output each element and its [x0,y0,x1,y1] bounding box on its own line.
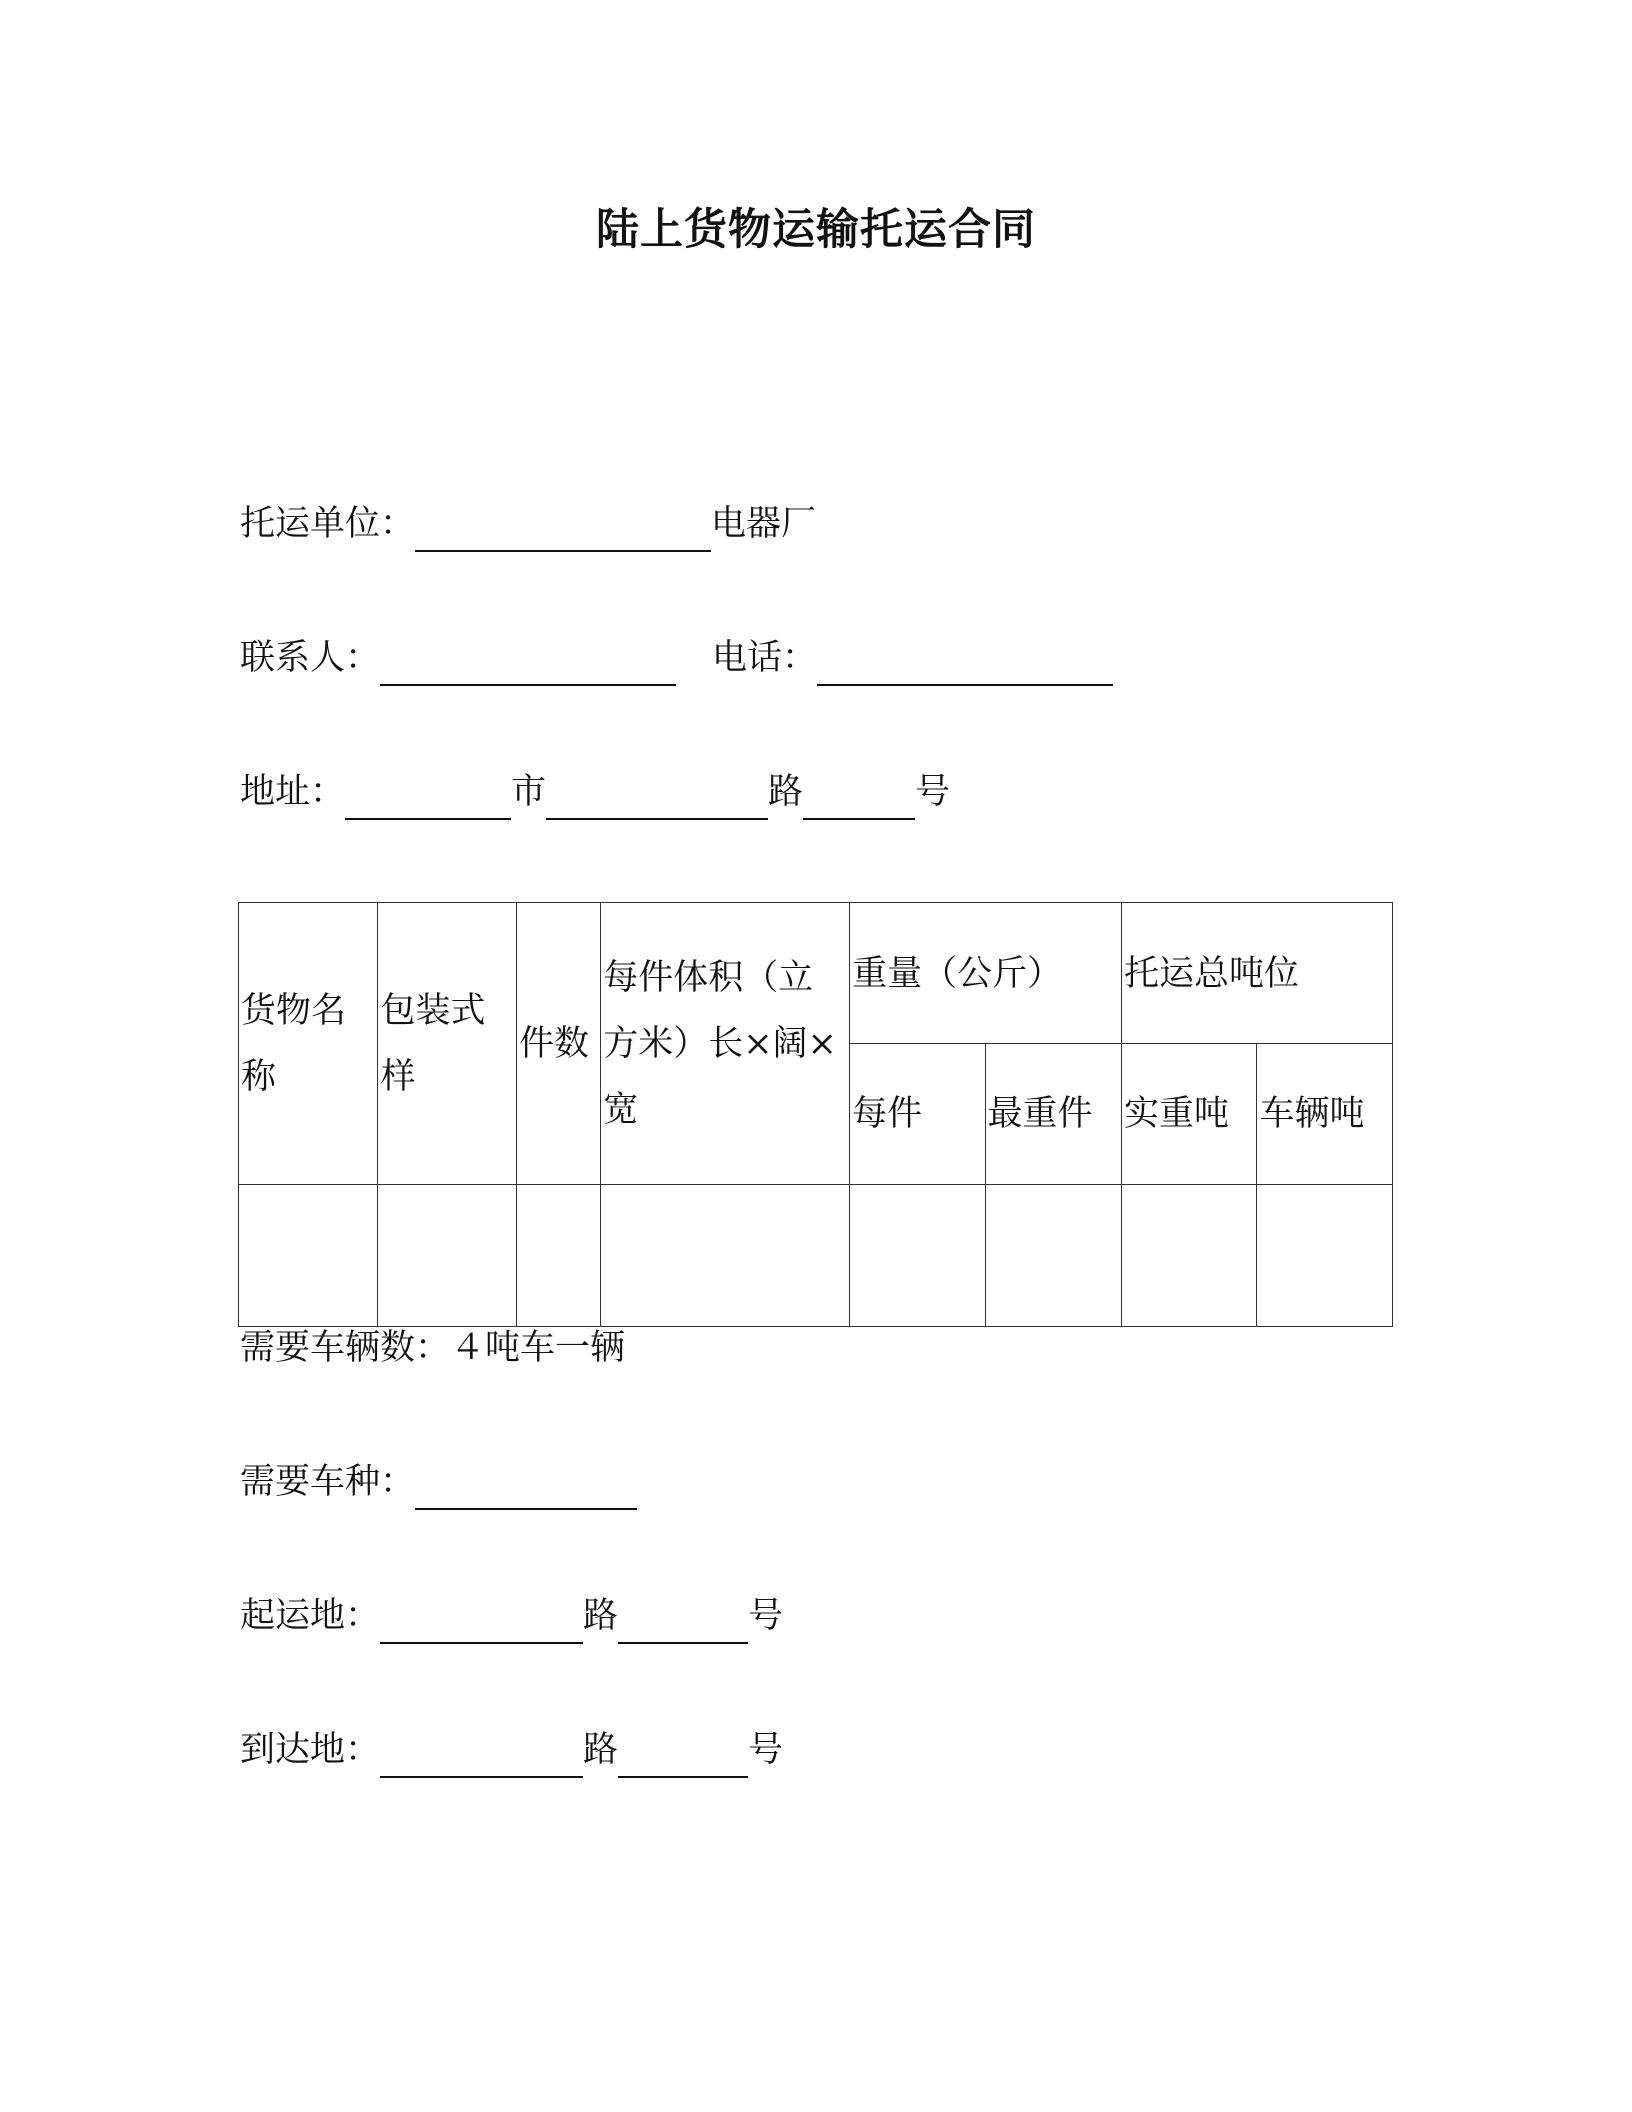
header-volume: 每件体积（立方米）长×阔×宽 [601,903,850,1185]
destination-line [240,1722,783,1778]
cell-packing[interactable] [378,1185,516,1327]
shipper-suffix: 电器厂 [711,504,817,544]
phone-field[interactable] [817,640,1113,686]
cell-volume[interactable] [601,1185,850,1327]
address-number-field[interactable] [803,774,915,820]
shipper-line [240,496,816,552]
cell-pieces[interactable] [516,1185,600,1327]
cell-goods-name[interactable] [239,1185,378,1327]
header-goods-name: 货物名称 [239,903,378,1185]
address-road-label: 路 [768,772,804,812]
header-packing: 包装式样 [378,903,516,1185]
shipper-label: 托运单位： [240,504,416,544]
address-number-label: 号 [915,772,951,812]
cell-per-piece[interactable] [850,1185,985,1327]
destination-number-field[interactable] [618,1732,748,1778]
origin-label: 起运地： [240,1596,381,1636]
destination-road-field[interactable] [380,1732,583,1778]
vehicle-type-label: 需要车种： [240,1462,416,1502]
contact-label: 联系人： [240,638,381,678]
vehicles-label: 需要车辆数： [240,1328,451,1368]
page-title: 陆上货物运输托运合同 [596,205,1036,255]
contact-line [240,630,1113,686]
origin-number-field[interactable] [618,1598,748,1644]
cell-vehicle-ton[interactable] [1257,1185,1393,1327]
vehicle-type-field[interactable] [415,1464,637,1510]
vehicles-value: ４吨车一辆 [450,1328,626,1368]
table-row [239,1185,1393,1327]
destination-number-label: 号 [748,1730,784,1770]
address-label: 地址： [240,772,346,812]
header-weight: 重量（公斤） [850,903,1122,1044]
contact-person-field[interactable] [380,640,676,686]
goods-table [238,902,1393,1327]
origin-number-label: 号 [748,1596,784,1636]
origin-road-field[interactable] [380,1598,583,1644]
address-line [240,764,950,820]
shipper-name-field[interactable] [415,506,711,552]
destination-road-label: 路 [583,1730,619,1770]
header-per-piece: 每件 [850,1044,985,1185]
vehicle-type-line [240,1454,637,1510]
header-actual-ton: 实重吨 [1122,1044,1257,1185]
address-city-field[interactable] [345,774,511,820]
origin-line [240,1588,783,1644]
origin-road-label: 路 [583,1596,619,1636]
cell-heaviest[interactable] [985,1185,1121,1327]
destination-label: 到达地： [240,1730,381,1770]
phone-label: 电话： [712,638,818,678]
cell-actual-ton[interactable] [1122,1185,1257,1327]
header-vehicle-ton: 车辆吨 [1257,1044,1393,1185]
vehicles-line [240,1320,625,1376]
address-city-label: 市 [511,772,547,812]
header-pieces: 件数 [516,903,600,1185]
address-road-field[interactable] [546,774,768,820]
header-heaviest: 最重件 [985,1044,1121,1185]
header-total-tonnage: 托运总吨位 [1122,903,1393,1044]
